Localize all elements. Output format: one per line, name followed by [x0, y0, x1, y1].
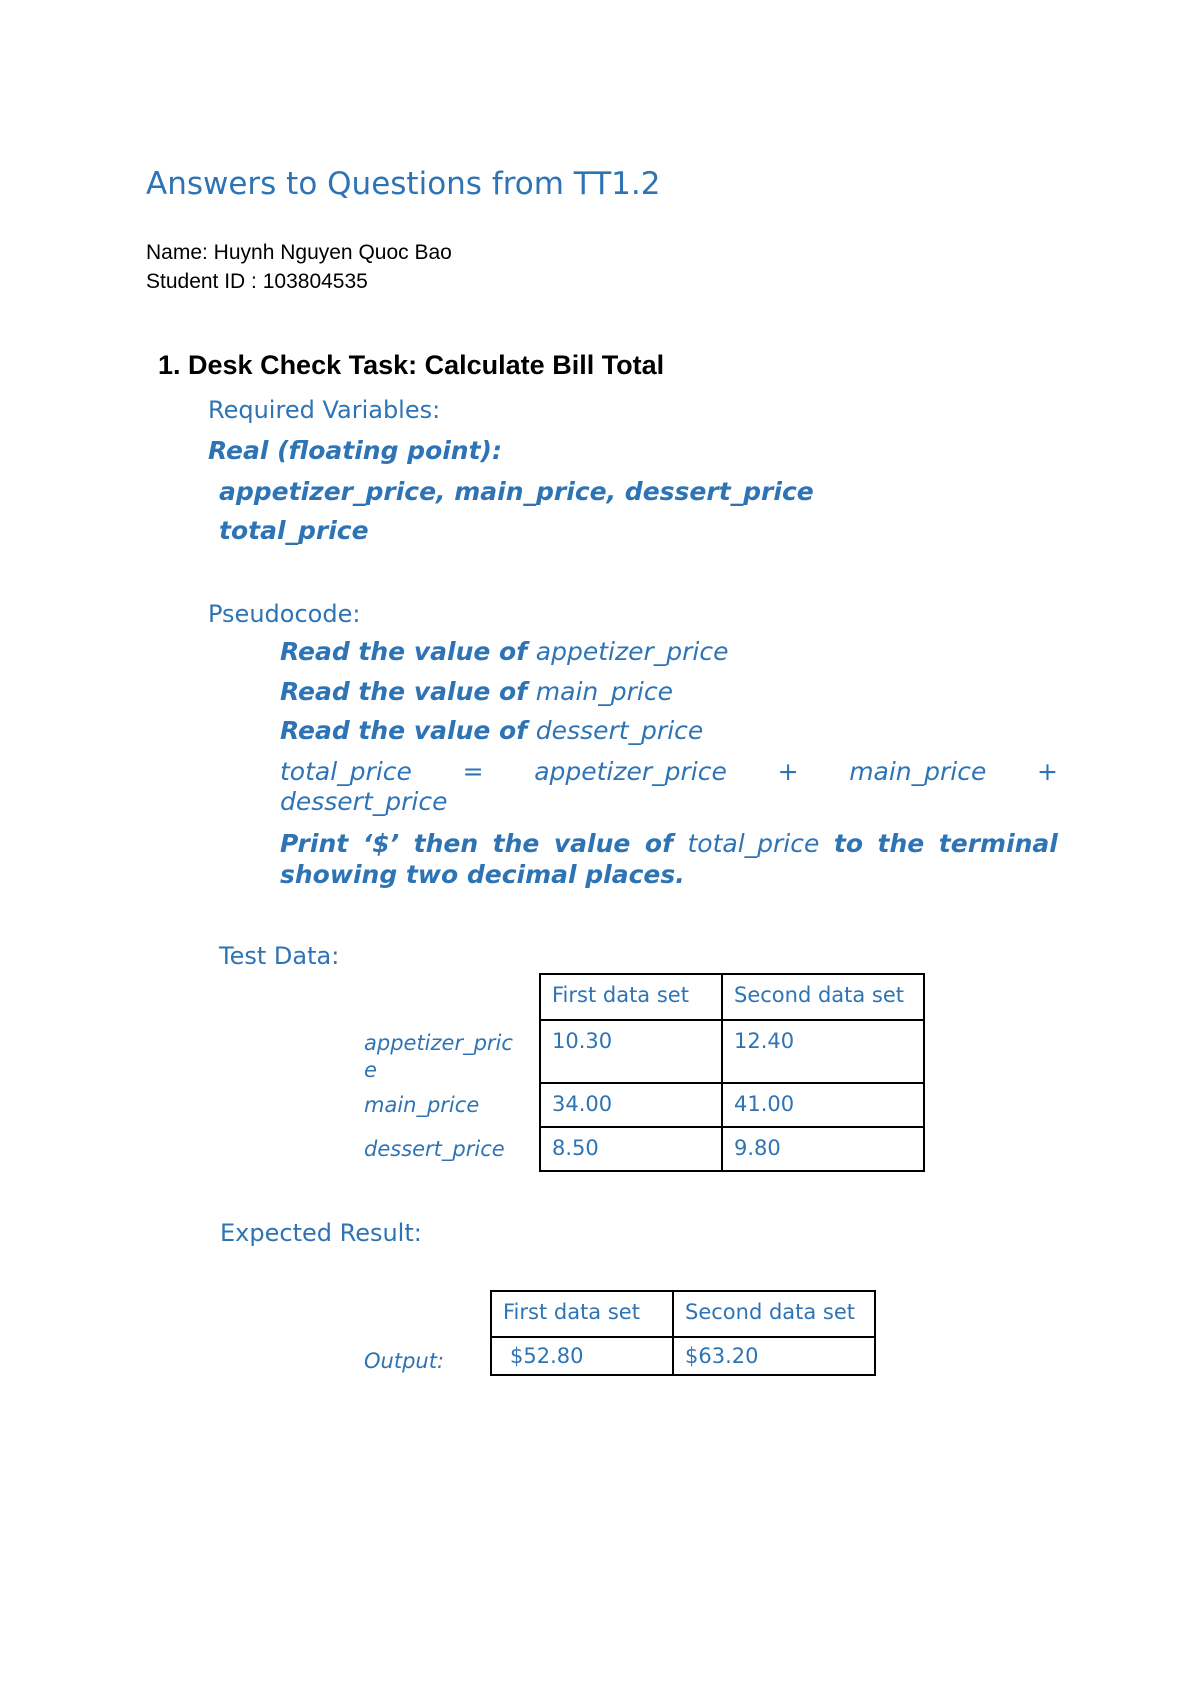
test-row-label: dessert_price — [364, 1137, 505, 1161]
table-row — [491, 1337, 875, 1375]
test-row-label — [364, 1030, 513, 1084]
test-data-table — [539, 973, 925, 1172]
variable-type: Real (floating point): — [208, 436, 502, 465]
student-id: Student ID : 103804535 — [146, 270, 368, 293]
print-token: then — [413, 829, 479, 858]
assignment-token: main_price — [849, 757, 987, 786]
pseudocode-print-1 — [280, 829, 1058, 858]
print-token: the — [877, 829, 925, 858]
table-header-cell: First data set — [491, 1291, 673, 1337]
print-token: value — [553, 829, 631, 858]
row-label-line: e — [364, 1058, 377, 1082]
read-variable: appetizer_price — [535, 637, 729, 666]
print-token: terminal — [938, 829, 1058, 858]
section-heading: 1. Desk Check Task: Calculate Bill Total — [158, 350, 665, 380]
read-keyword: Read the value of — [280, 716, 536, 745]
table-header-cell: First data set — [540, 974, 722, 1020]
table-cell: $63.20 — [673, 1337, 875, 1375]
table-header-row — [491, 1291, 875, 1337]
pseudocode-print-2: showing two decimal places. — [280, 860, 685, 889]
print-token: of — [644, 829, 673, 858]
pseudocode-assignment — [280, 757, 1058, 786]
table-cell: 10.30 — [540, 1020, 722, 1083]
required-variables-label: Required Variables: — [208, 396, 441, 424]
table-header-row — [540, 974, 924, 1020]
pseudocode-read-1 — [280, 637, 729, 666]
expected-result-table — [490, 1290, 876, 1376]
table-cell: 12.40 — [722, 1020, 924, 1083]
assignment-token: + — [1037, 757, 1058, 786]
pseudocode-read-3 — [280, 716, 703, 745]
read-keyword: Read the value of — [280, 637, 536, 666]
print-token: the — [492, 829, 540, 858]
pseudocode-assignment-cont: dessert_price — [280, 787, 448, 816]
test-data-label: Test Data: — [219, 942, 340, 970]
print-token-variable: total_price — [687, 829, 820, 858]
assignment-token: + — [777, 757, 799, 786]
variables-line-2: total_price — [219, 516, 369, 545]
table-cell: 8.50 — [540, 1127, 722, 1171]
table-row — [540, 1127, 924, 1171]
read-variable: main_price — [535, 677, 673, 706]
assignment-token: total_price — [280, 757, 412, 786]
table-header-cell: Second data set — [673, 1291, 875, 1337]
read-keyword: Read the value of — [280, 677, 536, 706]
student-name: Name: Huynh Nguyen Quoc Bao — [146, 241, 452, 264]
pseudocode-label: Pseudocode: — [208, 600, 361, 628]
test-row-label: main_price — [364, 1093, 480, 1117]
expected-result-label: Expected Result: — [220, 1219, 422, 1247]
variables-line-1: appetizer_price, main_price, dessert_price — [219, 477, 814, 506]
pseudocode-read-2 — [280, 677, 673, 706]
print-token: Print — [280, 829, 349, 858]
table-cell: $52.80 — [491, 1337, 673, 1375]
print-token: to — [833, 829, 864, 858]
assignment-token: appetizer_price — [534, 757, 727, 786]
table-cell: 34.00 — [540, 1083, 722, 1127]
table-cell: 9.80 — [722, 1127, 924, 1171]
row-label-line: appetizer_pric — [364, 1031, 513, 1055]
output-row-label: Output: — [364, 1349, 445, 1373]
table-cell: 41.00 — [722, 1083, 924, 1127]
assignment-token: = — [462, 757, 484, 786]
table-header-cell: Second data set — [722, 974, 924, 1020]
read-variable: dessert_price — [535, 716, 704, 745]
page-title: Answers to Questions from TT1.2 — [146, 166, 661, 202]
table-row — [540, 1020, 924, 1083]
table-row — [540, 1083, 924, 1127]
print-token: ‘$’ — [362, 829, 400, 858]
